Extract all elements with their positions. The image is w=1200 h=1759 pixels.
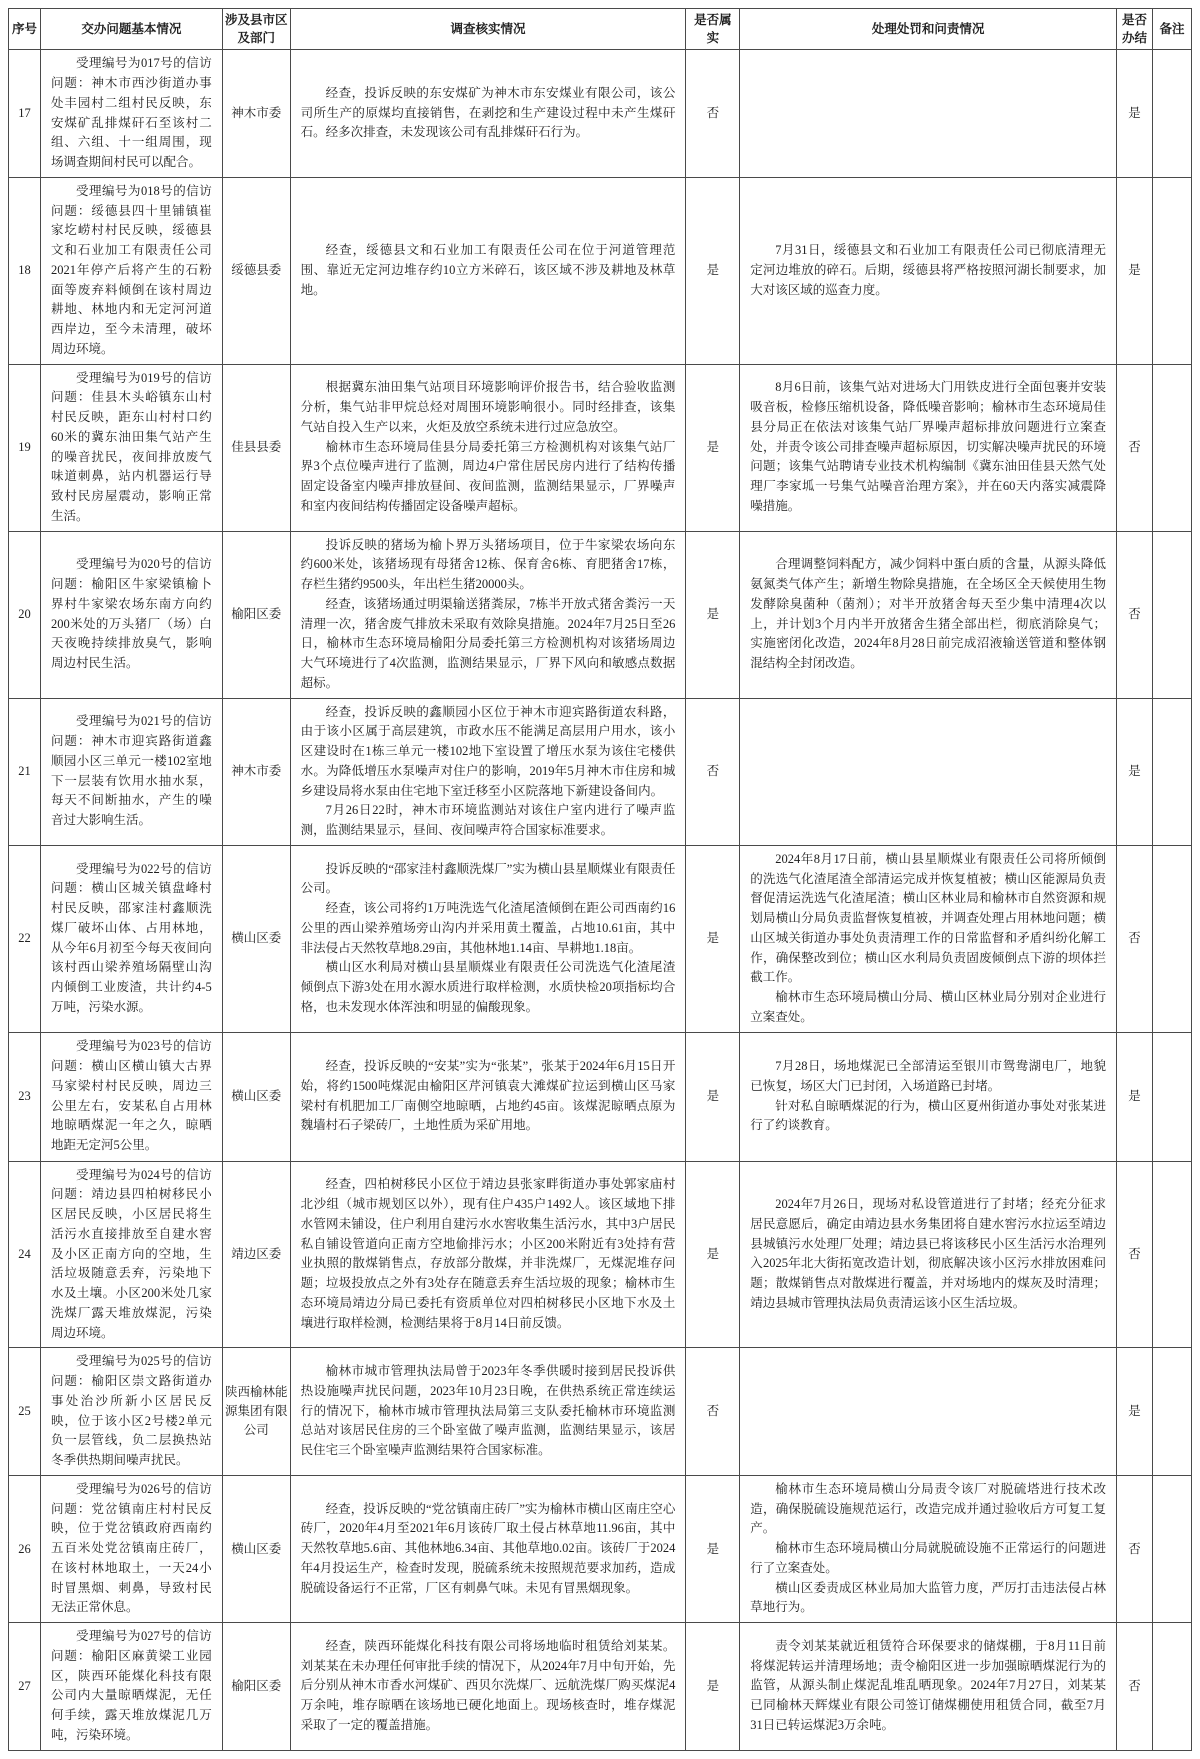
paragraph: 2024年7月26日，现场对私设管道进行了封堵；经充分征求居民意愿后，确定由靖边县水务集团将自建水窖污水拉运至靖边县城镇污水处理厂处理；靖边县已将该移民小区生活污水治理列入2025年北大街拓宽改造计划，彻底解决该小区污水排放困难问题；散煤销售点对散煤进行覆盖，并对场地内的煤灰及时清理；靖边县城市管理执法局负责清运该小区生活垃圾。 <box>750 1197 1106 1310</box>
table-row <box>9 50 1192 178</box>
cell-handling <box>740 1032 1117 1161</box>
cell-department: 榆阳区委 <box>222 531 290 698</box>
cell-handling <box>740 1161 1117 1348</box>
cell-is-concluded: 否 <box>1116 1475 1152 1622</box>
cell-is-concluded: 否 <box>1116 531 1152 698</box>
cell-problem <box>40 1161 222 1348</box>
paragraph: 横山区水利局对横山县星顺煤业有限责任公司洗选气化渣尾渣倾倒点下游3处在用水源水质进行取样检测，水质快检20项指标均合格，也未发现水体浑浊和明显的偏酸现象。 <box>300 960 676 1014</box>
cell-investigation <box>290 531 686 698</box>
paragraph: 根据冀东油田集气站项目环境影响评价报告书，结合验收监测分析，集气站非甲烷总烃对周围环境影响很小。同时经排查，该集气站自投入生产以来，火炬及放空系统未进行过应急放空。 <box>300 380 676 434</box>
cell-is-true: 否 <box>686 698 740 845</box>
cell-seq: 26 <box>9 1475 41 1622</box>
paragraph: 针对私自晾晒煤泥的行为，横山区夏州街道办事处对张某进行了约谈教育。 <box>750 1098 1106 1133</box>
header-is-true: 是否属实 <box>686 9 740 50</box>
cell-remark <box>1153 1032 1192 1161</box>
cell-is-concluded: 否 <box>1116 1161 1152 1348</box>
cell-department: 横山区委 <box>222 845 290 1032</box>
cell-handling <box>740 1348 1117 1476</box>
cell-remark <box>1153 845 1192 1032</box>
cell-problem <box>40 1348 222 1476</box>
table-row <box>9 1348 1192 1476</box>
paragraph: 受理编号为017号的信访问题：神木市西沙街道办事处丰园村二组村民反映，东安煤矿乱排煤矸石至该村二组、六组、十一组周围，现场调查期间村民可以配合。 <box>50 56 212 169</box>
cell-is-true: 是 <box>686 177 740 364</box>
cell-seq: 21 <box>9 698 41 845</box>
table-row <box>9 1623 1192 1751</box>
paragraph: 7月28日，场地煤泥已全部清运至银川市鸳鸯湖电厂，地貌已恢复，场区大门已封闭，入场道路已封堵。 <box>750 1059 1106 1093</box>
paragraph: 榆林市生态环境局横山分局、横山区林业局分别对企业进行立案查处。 <box>750 990 1106 1024</box>
cell-remark <box>1153 177 1192 364</box>
paragraph: 受理编号为022号的信访问题：横山区城关镇盘峰村村民反映，邵家洼村鑫顺洗煤厂破坏山体、占用林地，从今年6月初至今每天夜间向该村西山梁养殖场隔壁山沟内倾倒工业废渣，共计约4-5万吨，污染水源。 <box>50 861 212 1014</box>
cell-seq: 17 <box>9 50 41 178</box>
cell-seq: 18 <box>9 177 41 364</box>
cell-investigation <box>290 50 686 178</box>
cell-problem <box>40 50 222 178</box>
cell-investigation <box>290 1623 686 1751</box>
cell-department: 榆阳区委 <box>222 1623 290 1751</box>
cell-remark <box>1153 1623 1192 1751</box>
paragraph: 受理编号为018号的信访问题：绥德县四十里铺镇崔家圪崂村村民反映，绥德县文和石业加工有限责任公司2021年停产后将产生的石粉面等废弃料倾倒在该村周边耕地、林地内和无定河河道西岸边，至今未清理，破坏周边环境。 <box>50 183 212 356</box>
paragraph: 受理编号为020号的信访问题：榆阳区牛家梁镇榆卜界村牛家梁农场东南方向约200米处的万头猪厂（场）白天夜晚持续排放臭气，影响周边村民生活。 <box>50 557 212 670</box>
cell-remark <box>1153 698 1192 845</box>
cell-department: 陕西榆林能源集团有限公司 <box>222 1348 290 1476</box>
cell-seq: 20 <box>9 531 41 698</box>
cell-is-concluded: 是 <box>1116 1032 1152 1161</box>
paragraph: 经查，该公司将约1万吨洗选气化渣尾渣倾倒在距公司西南约16公里的西山梁养殖场旁山沟内并采用黄土覆盖，占地10.61亩，其中非法侵占天然牧草地8.29亩，其他林地1.14亩、旱耕地1.18亩。 <box>300 901 676 955</box>
cell-is-true: 是 <box>686 364 740 531</box>
cell-investigation <box>290 1032 686 1161</box>
table-row <box>9 364 1192 531</box>
paragraph: 投诉反映的猪场为榆卜界万头猪场项目，位于牛家梁农场向东约600米处，该猪场现有母猪舍12栋、保育舍6栋、育肥猪舍17栋，存栏生猪约9500头，年出栏生猪20000头。 <box>300 537 676 591</box>
cell-department: 靖边区委 <box>222 1161 290 1348</box>
cell-investigation <box>290 1475 686 1622</box>
cell-department: 神木市委 <box>222 50 290 178</box>
paragraph: 责令刘某某就近租赁符合环保要求的储煤棚，于8月11日前将煤泥转运并清理场地；责令榆阳区进一步加强晾晒煤泥行为的监管，从源头制止煤泥乱堆乱晒现象。2024年7月27日，刘某某已同榆林天辉煤业有限公司签订储煤棚使用租赁合同，截至7月31日已转运煤泥3万余吨。 <box>750 1638 1106 1732</box>
paragraph: 受理编号为027号的信访问题：榆阳区麻黄梁工业园区，陕西环能煤化科技有限公司内大量晾晒煤泥，无任何手续，露天堆放煤泥几万吨，污染环境。 <box>50 1629 212 1742</box>
cell-remark <box>1153 1475 1192 1622</box>
paragraph: 榆林市城市管理执法局曾于2023年冬季供暖时接到居民投诉供热设施噪声扰民问题，2023年10月23日晚，在供热系统正常连续运行的情况下，榆林市城市管理执法局第三支队委托榆林市环境监测总站对该居民住房的三个卧室做了噪声监测，监测结果显示，该居民住宅三个卧室噪声监测结果符合国家标准。 <box>300 1364 676 1458</box>
table-row <box>9 1032 1192 1161</box>
paragraph: 榆林市生态环境局横山分局就脱硫设施不正常运行的问题进行了立案查处。 <box>750 1541 1106 1575</box>
header-problem: 交办问题基本情况 <box>40 9 222 50</box>
paragraph: 合理调整饲料配方，减少饲料中蛋白质的含量，从源头降低氨氮类气体产生；新增生物除臭措施，在全场区全天候使用生物发酵除臭菌种（菌剂）；对半开放猪舍每天至少集中清理4次以上，并计划3个月内半开放猪舍生猪全部出栏，彻底消除臭气；实施密闭化改造，2024年8月28日前完成沼液输送管道和整体钢混结构全封闭改造。 <box>750 557 1106 670</box>
cell-department: 佳县县委 <box>222 364 290 531</box>
cell-is-concluded: 否 <box>1116 364 1152 531</box>
cell-is-true: 否 <box>686 1348 740 1476</box>
paragraph: 经查，该猪场通过明渠输送猪粪尿，7栋半开放式猪舍粪污一天清理一次，猪舍废气排放未采取有效除臭措施。2024年7月25日至26日，榆林市生态环境局榆阳分局委托第三方检测机构对该猪场周边大气环境进行了4次监测，监测结果显示，厂界下风向和敏感点数据超标。 <box>300 596 676 690</box>
cell-seq: 24 <box>9 1161 41 1348</box>
paragraph: 受理编号为024号的信访问题：靖边县四柏树移民小区居民反映，小区居民将生活污水直接排放至自建水窖及小区正南方向的空地，生活垃圾随意丢弃，污染地下水及土壤。小区200米处几家洗煤厂露天堆放煤泥，污染周边环境。 <box>50 1167 212 1340</box>
cell-is-true: 是 <box>686 1032 740 1161</box>
cell-handling <box>740 50 1117 178</box>
table-row <box>9 1161 1192 1348</box>
paragraph: 7月26日22时，神木市环境监测站对该住户室内进行了噪声监测，监测结果显示，昼间、夜间噪声符合国家标准要求。 <box>300 803 676 837</box>
cell-seq: 19 <box>9 364 41 531</box>
table-row <box>9 177 1192 364</box>
cell-problem <box>40 177 222 364</box>
paragraph: 受理编号为025号的信访问题：榆阳区崇文路街道办事处治沙所新小区居民反映，位于该小区2号楼2单元负一层管线，负二层换热站冬季供热期间噪声扰民。 <box>50 1354 212 1467</box>
cell-department: 绥德县委 <box>222 177 290 364</box>
cell-is-true: 是 <box>686 1475 740 1622</box>
cell-is-true: 否 <box>686 50 740 178</box>
table-row <box>9 1475 1192 1622</box>
cell-handling <box>740 364 1117 531</box>
paragraph: 受理编号为019号的信访问题：佳县木头峪镇东山村村民反映，距东山村村口约60米的冀东油田集气站产生的噪音扰民，夜间排放废气味道刺鼻，站内机器运行导致村民房屋震动，影响正常生活。 <box>50 370 212 523</box>
paragraph: 受理编号为023号的信访问题：横山区横山镇大古界马家梁村村民反映，周边三公里左右，安某私自占用林地晾晒煤泥一年之久，晾晒地距无定河5公里。 <box>50 1039 212 1152</box>
paragraph: 经查，四柏树移民小区位于靖边县张家畔街道办事处郭家庙村北沙组（城市规划区以外），现有住户435户1492人。该区域地下排水管网未铺设，住户利用自建污水水窖收集生活污水，其中3户居民私自铺设管道向正南方空地偷排污水；小区200米附近有3处持有营业执照的散煤销售点，存放部分散煤，并非洗煤厂，无煤泥堆存问题；垃圾投放点之外有3处存在随意丢弃生活垃圾的现象；榆林市生态环境局靖边分局已委托有资质单位对四柏树移民小区地下水及土壤进行取样检测，检测结果将于8月14日前反馈。 <box>300 1177 676 1330</box>
paragraph: 8月6日前，该集气站对进场大门用铁皮进行全面包裹并安装吸音板，检修压缩机设备，降低噪音影响；榆林市生态环境局佳县分局正在依法对该集气站厂界噪声超标排放问题进行立案查处，并责令该公司排查噪声超标原因，切实解决噪声扰民的环境问题；该集气站聘请专业技术机构编制《冀东油田佳县天然气处理厂李家坬一号集气站噪音治理方案》，并在60天内落实减震降噪措施。 <box>750 380 1106 513</box>
paragraph: 投诉反映的“邵家洼村鑫顺洗煤厂”实为横山县星顺煤业有限责任公司。 <box>300 861 676 896</box>
cell-is-concluded: 是 <box>1116 50 1152 178</box>
cell-is-true: 是 <box>686 531 740 698</box>
paragraph: 榆林市生态环境局佳县分局委托第三方检测机构对该集气站厂界3个点位噪声进行了监测，周边4户常住居民房内进行了结构传播固定设备室内噪声排放昼间、夜间监测，监测结果显示，厂界噪声和室内夜间结构传播固定设备噪声超标。 <box>300 439 676 513</box>
paragraph: 榆林市生态环境局横山分局责令该厂对脱硫塔进行技术改造，确保脱硫设施规范运行，改造完成并通过验收后方可复工复产。 <box>750 1481 1106 1536</box>
cell-seq: 25 <box>9 1348 41 1476</box>
cell-investigation <box>290 177 686 364</box>
paragraph: 2024年8月17日前，横山县星顺煤业有限责任公司将所倾倒的洗选气化渣尾渣全部清运完成并恢复植被；横山区能源局负责督促清运洗选气化渣尾渣；横山区林业局和榆林市自然资源和规划局横山分局负责监督恢复植被，并调查处理占用林地问题；横山区城关街道办事处负责清理工作的日常监督和矛盾纠纷化解工作，确保整改到位；横山区水利局负责固废倾倒点下游的坝体拦截工作。 <box>750 851 1106 985</box>
paragraph: 经查，投诉反映的鑫顺园小区位于神木市迎宾路街道农科路，由于该小区属于高层建筑，市政水压不能满足高层用户用水，该小区建设时在1栋三单元一楼102地下室设置了增压水泵为该住宅楼供水。为降低增压水泵噪声对住户的影响，2019年5月神木市住房和城乡建设局将水泵由住宅地下室迁移至小区院落地下新建设备间内。 <box>300 704 676 798</box>
paragraph: 受理编号为021号的信访问题：神木市迎宾路街道鑫顺园小区三单元一楼102室地下一层装有饮用水抽水泵，每天不间断抽水，产生的噪音过大影响生活。 <box>50 714 212 828</box>
cell-is-concluded: 否 <box>1116 1623 1152 1751</box>
cell-seq: 27 <box>9 1623 41 1751</box>
cell-handling <box>740 698 1117 845</box>
paragraph: 受理编号为026号的信访问题：党岔镇南庄村村民反映，位于党岔镇政府西南约五百米处党岔镇南庄砖厂，在该村林地取土，一天24小时冒黑烟、刺鼻，导致村民无法正常休息。 <box>50 1481 212 1615</box>
cell-problem <box>40 1475 222 1622</box>
header-handling: 处理处罚和问责情况 <box>740 9 1117 50</box>
header-seq: 序号 <box>9 9 41 50</box>
header-row <box>9 9 1192 50</box>
cell-investigation <box>290 698 686 845</box>
cell-problem <box>40 1032 222 1161</box>
cell-department: 神木市委 <box>222 698 290 845</box>
header-investigation: 调查核实情况 <box>290 9 686 50</box>
paragraph: 经查，陕西环能煤化科技有限公司将场地临时租赁给刘某某。刘某某在未办理任何审批手续的情况下，从2024年7月中旬开始，先后分别从神木市香水河煤矿、西贝尔洗煤厂、远航洗煤厂购买煤泥4万余吨，堆存晾晒在该场地已硬化地面上。现场核查时，堆存煤泥采取了一定的覆盖措施。 <box>300 1638 676 1732</box>
table-row <box>9 698 1192 845</box>
complaints-table <box>8 8 1192 1751</box>
cell-seq: 22 <box>9 845 41 1032</box>
cell-remark <box>1153 1348 1192 1476</box>
cell-problem <box>40 364 222 531</box>
table-row <box>9 531 1192 698</box>
paragraph: 经查，投诉反映的“党岔镇南庄砖厂”实为榆林市横山区南庄空心砖厂，2020年4月至2021年6月该砖厂取土侵占林草地11.96亩，其中天然牧草地5.6亩、其他林地6.34亩、其他草地0.02亩。该砖厂于2024年4月投运生产，检查时发现，脱硫系统未按照规范要求加药，造成脱硫设备运行不正常，厂区有刺鼻气味。未见有冒黑烟现象。 <box>300 1501 676 1595</box>
cell-is-concluded: 是 <box>1116 698 1152 845</box>
paragraph: 经查，投诉反映的东安煤矿为神木市东安煤业有限公司，该公司所生产的原煤均直接销售，在剥挖和生产建设过程中未产生煤矸石。经多次排查，未发现该公司有乱排煤矸石行为。 <box>300 85 676 140</box>
cell-handling <box>740 1475 1117 1622</box>
cell-investigation <box>290 845 686 1032</box>
cell-remark <box>1153 1161 1192 1348</box>
cell-handling <box>740 531 1117 698</box>
cell-is-concluded: 是 <box>1116 1348 1152 1476</box>
cell-problem <box>40 845 222 1032</box>
cell-department: 横山区委 <box>222 1032 290 1161</box>
cell-remark <box>1153 531 1192 698</box>
cell-handling <box>740 177 1117 364</box>
cell-investigation <box>290 364 686 531</box>
cell-investigation <box>290 1161 686 1348</box>
cell-remark <box>1153 50 1192 178</box>
cell-is-true: 是 <box>686 1623 740 1751</box>
cell-is-concluded: 是 <box>1116 177 1152 364</box>
header-department: 涉及县市区及部门 <box>222 9 290 50</box>
paragraph: 7月31日，绥德县文和石业加工有限责任公司已彻底清理无定河边堆放的碎石。后期，绥德县将严格按照河湖长制要求，加大对该区域的巡查力度。 <box>750 243 1106 297</box>
paragraph: 经查，绥德县文和石业加工有限责任公司在位于河道管理范围、靠近无定河边堆存约10立方米碎石，该区域不涉及耕地及林草地。 <box>300 243 676 297</box>
cell-handling <box>740 1623 1117 1751</box>
cell-problem <box>40 1623 222 1751</box>
cell-problem <box>40 531 222 698</box>
cell-investigation <box>290 1348 686 1476</box>
cell-department: 横山区委 <box>222 1475 290 1622</box>
paragraph: 横山区委责成区林业局加大监管力度，严厉打击违法侵占林草地行为。 <box>750 1580 1106 1615</box>
cell-is-true: 是 <box>686 1161 740 1348</box>
cell-is-concluded: 否 <box>1116 845 1152 1032</box>
table-row <box>9 845 1192 1032</box>
cell-problem <box>40 698 222 845</box>
cell-seq: 23 <box>9 1032 41 1161</box>
cell-is-true: 是 <box>686 845 740 1032</box>
header-remark: 备注 <box>1153 9 1192 50</box>
header-is-concluded: 是否办结 <box>1116 9 1152 50</box>
cell-remark <box>1153 364 1192 531</box>
cell-handling <box>740 845 1117 1032</box>
paragraph: 经查，投诉反映的“安某”实为“张某”，张某于2024年6月15日开始，将约1500吨煤泥由榆阳区芹河镇袁大滩煤矿拉运到横山区马家梁村有机肥加工厂南侧空地晾晒，占地约45亩。该煤泥晾晒点原为魏墙村石子梁砖厂，土地性质为采矿用地。 <box>300 1059 676 1133</box>
